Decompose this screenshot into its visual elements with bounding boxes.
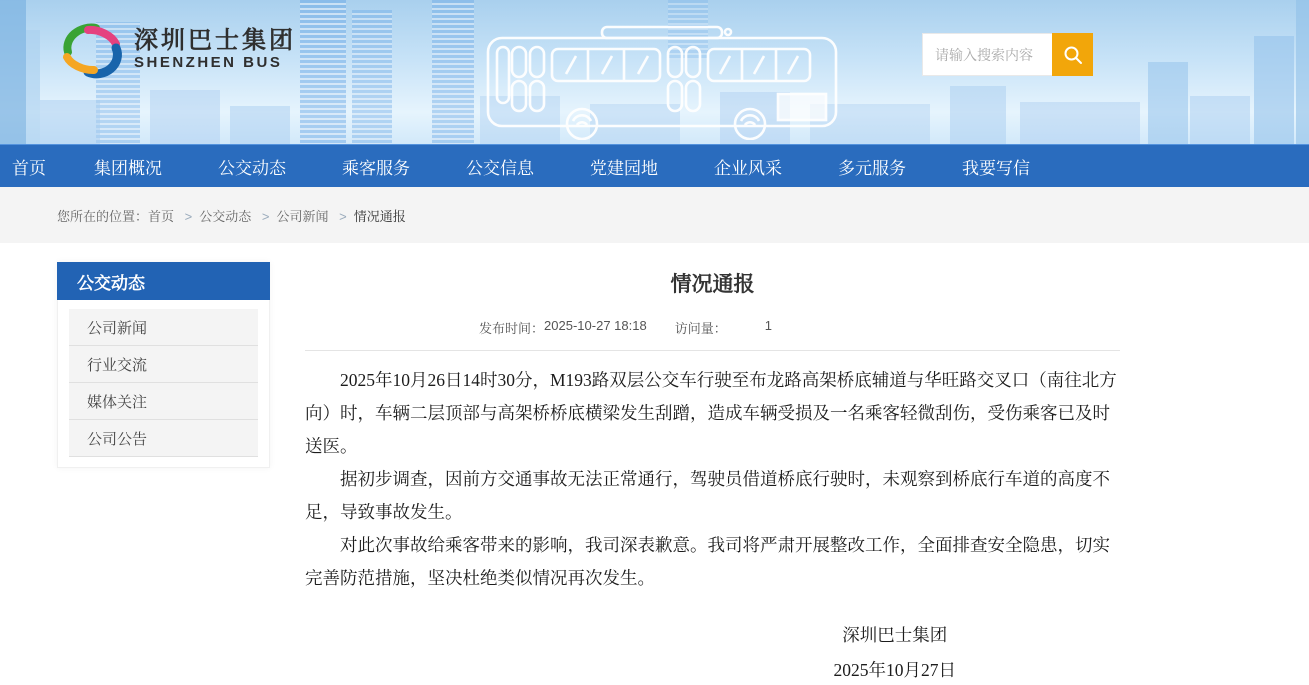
meta-divider bbox=[305, 350, 1120, 351]
nav-item-party-building[interactable]: 党建园地 bbox=[590, 158, 658, 178]
breadcrumb bbox=[0, 206, 406, 225]
breadcrumb-bar bbox=[0, 187, 1309, 243]
article-body bbox=[305, 364, 1120, 595]
header-banner bbox=[0, 0, 1309, 144]
nav-item-diversified-services[interactable]: 多元服务 bbox=[838, 158, 906, 178]
breadcrumb-link-bus-news[interactable]: 公交动态 bbox=[199, 208, 252, 224]
publish-time-value: 2025-10-27 18:18 bbox=[544, 318, 647, 333]
logo-swirl-icon bbox=[60, 20, 124, 80]
breadcrumb-link-home[interactable]: 首页 bbox=[148, 208, 175, 224]
sidebar-title: 公交动态 bbox=[57, 262, 270, 300]
sidebar-item-company-news[interactable]: 公司新闻 bbox=[69, 309, 258, 346]
search-button[interactable] bbox=[1052, 33, 1093, 76]
nav-item-write-letter[interactable]: 我要写信 bbox=[962, 158, 1030, 178]
brand-name-cn: 深圳巴士集团 bbox=[134, 27, 296, 54]
breadcrumb-separator: > bbox=[184, 208, 193, 224]
signature-date: 2025年10月27日 bbox=[833, 660, 956, 680]
article bbox=[305, 243, 1120, 685]
breadcrumb-current: 情况通报 bbox=[353, 208, 406, 224]
content-area bbox=[0, 243, 1309, 685]
nav-item-group-overview[interactable]: 集团概况 bbox=[94, 158, 162, 178]
nav-item-passenger-service[interactable]: 乘客服务 bbox=[342, 158, 410, 178]
sidebar-list bbox=[57, 300, 270, 468]
nav-item-bus-info[interactable]: 公交信息 bbox=[466, 158, 534, 178]
nav-item-bus-news[interactable]: 公交动态 bbox=[218, 158, 286, 178]
breadcrumb-prefix: 您所在的位置： bbox=[57, 208, 149, 224]
breadcrumb-link-company-news[interactable]: 公司新闻 bbox=[276, 208, 329, 224]
article-signature-block bbox=[834, 618, 957, 685]
sidebar-item-company-notice[interactable]: 公司公告 bbox=[69, 420, 258, 457]
breadcrumb-separator: > bbox=[339, 208, 347, 224]
article-paragraph: 据初步调查，因前方交通事故无法正常通行，驾驶员借道桥底行驶时，未观察到桥底行车道的高度不足，导致事故发生。 bbox=[305, 469, 1110, 522]
article-title: 情况通报 bbox=[670, 273, 755, 296]
sidebar-item-industry-exchange[interactable]: 行业交流 bbox=[69, 346, 258, 383]
search-bar bbox=[922, 33, 1093, 76]
search-input[interactable] bbox=[922, 33, 1052, 76]
nav-item-corporate-culture[interactable]: 企业风采 bbox=[714, 158, 782, 178]
brand-name-en: SHENZHEN BUS bbox=[134, 54, 283, 71]
publish-time-label: 发布时间： bbox=[479, 321, 545, 336]
bus-illustration bbox=[482, 22, 842, 140]
article-meta bbox=[479, 318, 772, 337]
article-paragraph: 对此次事故给乘客带来的影响，我司深表歉意。我司将严肃开展整改工作，全面排查安全隐患，切实完善防范措施，坚决杜绝类似情况再次发生。 bbox=[305, 535, 1110, 588]
views-value: 1 bbox=[764, 318, 772, 333]
views-label: 访问量： bbox=[674, 321, 727, 336]
main-nav bbox=[0, 144, 1309, 187]
nav-item-home[interactable]: 首页 bbox=[12, 158, 46, 178]
breadcrumb-separator: > bbox=[261, 208, 270, 224]
article-paragraph: 2025年10月26日14时30分，M193路双层公交车行驶至布龙路高架桥底辅道与华旺路交叉口（南往北方向）时，车辆二层顶部与高架桥桥底横梁发生刮蹭，造成车辆受损及一名乘客轻微刮伤，受伤乘客已及时送医。 bbox=[305, 370, 1117, 456]
site-logo[interactable] bbox=[60, 20, 296, 80]
search-icon bbox=[1063, 45, 1083, 65]
sidebar bbox=[57, 262, 270, 468]
sidebar-item-media-focus[interactable]: 媒体关注 bbox=[69, 383, 258, 420]
signature-company: 深圳巴士集团 bbox=[842, 625, 948, 645]
